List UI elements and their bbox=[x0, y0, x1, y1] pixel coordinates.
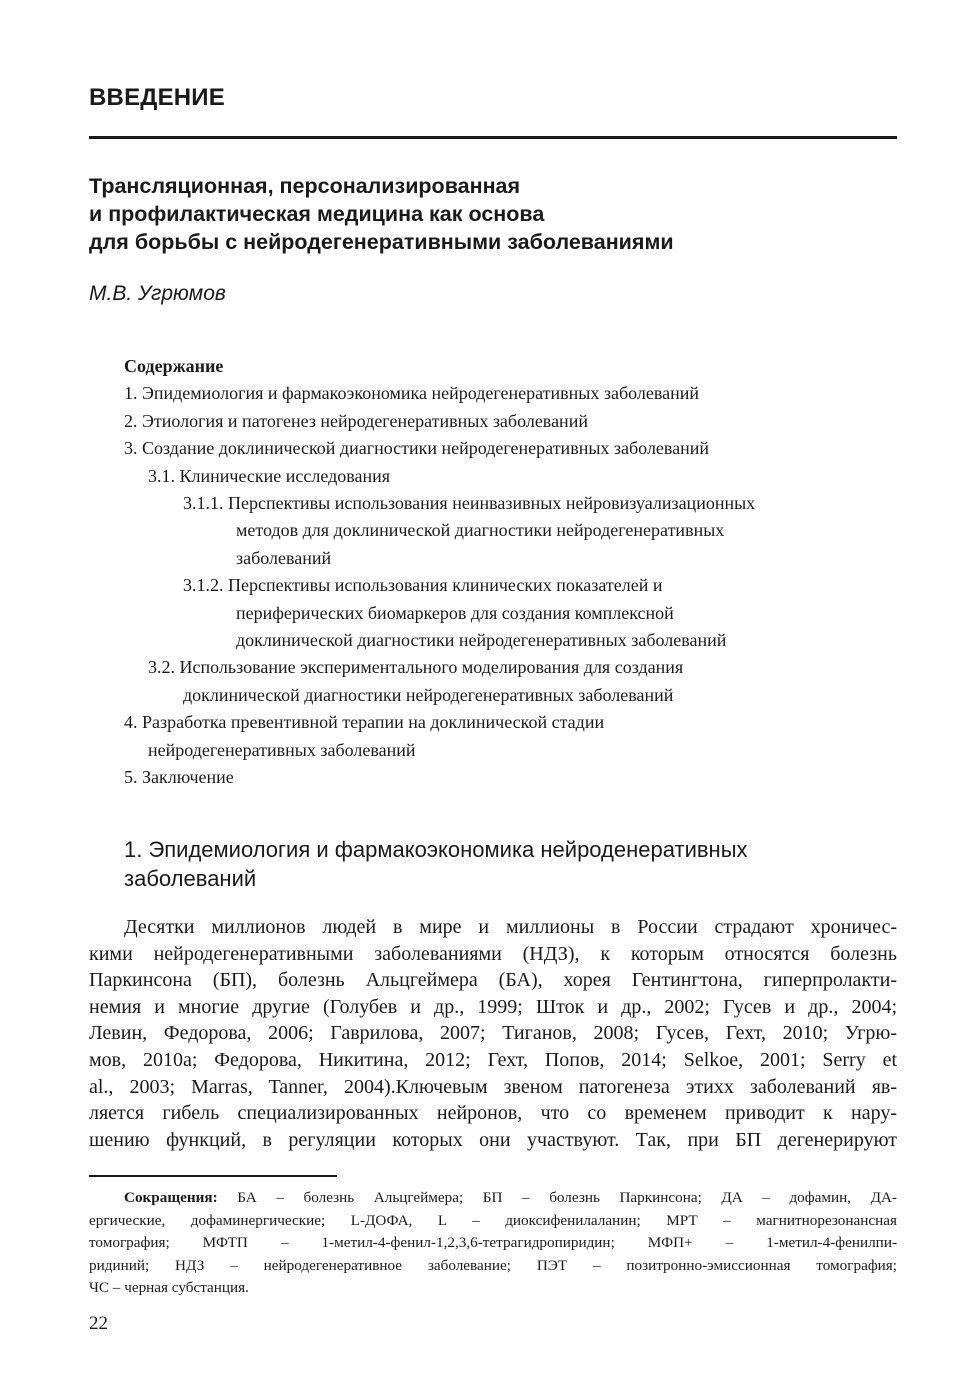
footnote-label: Сокращения: bbox=[124, 1189, 218, 1206]
paragraph-line: ляется гибель специализированных нейронов, что со временем приводит к нару- bbox=[89, 1102, 897, 1125]
toc-item: 3. Создание доклинической диагностики нейродегенеративных заболеваний bbox=[124, 438, 710, 459]
page-number: 22 bbox=[89, 1313, 108, 1334]
paragraph-line: немия и многие другие (Голубев и др., 1999; Шток и др., 2002; Гусев и др., 2004; bbox=[89, 995, 897, 1018]
footnote-separator bbox=[89, 1175, 337, 1177]
footnote-line: ридиний; НДЗ – нейродегенеративное заболевание; ПЭТ – позитронно-эмиссионная томография; bbox=[89, 1256, 897, 1274]
article-title-line: для борьбы с нейродегенеративными заболеваниями bbox=[89, 230, 674, 254]
toc-item-continuation: методов для доклинической диагностики нейродегенеративных bbox=[236, 520, 725, 541]
toc-item: 3.1.2. Перспективы использования клинических показателей и bbox=[183, 575, 663, 596]
section-title bbox=[124, 835, 884, 893]
toc-item-continuation: периферических биомаркеров для создания комплексной bbox=[236, 602, 674, 623]
article-title-line: и профилактическая медицина как основа bbox=[89, 202, 545, 226]
paragraph-line: шению функций, в регуляции которых они участвуют. Так, при БП дегенерируют bbox=[89, 1128, 897, 1151]
article-title bbox=[89, 172, 674, 256]
contents-heading: Содержание bbox=[124, 356, 224, 376]
toc-item-continuation: заболеваний bbox=[236, 547, 332, 568]
paragraph-line: al., 2003; Marras, Tanner, 2004).Ключевым звеном патогенеза этихх заболеваний яв- bbox=[89, 1075, 897, 1098]
toc-item: 3.1. Клинические исследования bbox=[148, 465, 391, 486]
toc-item-continuation: нейродегенеративных заболеваний bbox=[148, 739, 416, 760]
footnote-line: ергические, дофаминергические; L-ДОФА, L – диоксифенилаланин; МРТ – магнитнорезонансная bbox=[89, 1211, 897, 1229]
section-title-line: 1. Эпидемиология и фармакоэкономика нейроденеративных bbox=[124, 837, 748, 862]
body-paragraph bbox=[89, 914, 897, 1153]
paragraph-line: кими нейродегенеративными заболеваниями (НДЗ), к которым относятся болезнь bbox=[89, 942, 897, 965]
paragraph-line: Десятки миллионов людей в мире и миллионы в России страдают хроничес- bbox=[124, 916, 897, 938]
toc-item: 3.2. Использование экспериментального моделирования для создания bbox=[148, 657, 684, 678]
toc-item-continuation: доклинической диагностики нейродегенеративных заболеваний bbox=[236, 630, 727, 651]
section-title-line: заболеваний bbox=[124, 866, 257, 891]
paragraph-line: мов, 2010а; Федорова, Никитина, 2012; Гехт, Попов, 2014; Selkoe, 2001; Serry et bbox=[89, 1048, 897, 1071]
table-of-contents bbox=[124, 353, 884, 792]
footnote-line bbox=[89, 1187, 897, 1210]
toc-item: 4. Разработка превентивной терапии на доклинической стадии bbox=[124, 712, 605, 733]
footnote-line: ЧС – черная субстанция. bbox=[89, 1279, 249, 1297]
paragraph-line: Левин, Федорова, 2006; Гаврилова, 2007; Тиганов, 2008; Гусев, Гехт, 2010; Угрю- bbox=[89, 1022, 897, 1045]
toc-item: 3.1.1. Перспективы использования неинвазивных нейровизуализационных bbox=[183, 493, 756, 514]
toc-item: 1. Эпидемиология и фармакоэкономика нейродегенеративных заболеваний bbox=[124, 383, 700, 404]
article-title-line: Трансляционная, персонализированная bbox=[89, 174, 521, 198]
footnote-line: томография; МФТП – 1-метил-4-фенил-1,2,3,6-тетрагидропиридин; МФП+ – 1-метил-4-фенилпи- bbox=[89, 1234, 897, 1252]
toc-item: 5. Заключение bbox=[124, 767, 234, 788]
toc-item-continuation: доклинической диагностики нейродегенеративных заболеваний bbox=[183, 684, 674, 705]
toc-item: 2. Этиология и патогенез нейродегенеративных заболеваний bbox=[124, 410, 588, 431]
chapter-heading: ВВЕДЕНИЕ bbox=[89, 84, 225, 111]
footnote-text: БА – болезнь Альцгеймера; БП – болезнь Паркинсона; ДА – дофамин, ДА- bbox=[217, 1189, 897, 1206]
footnote bbox=[89, 1187, 897, 1300]
paragraph-line: Паркинсона (БП), болезнь Альцгеймера (БА), хорея Гентингтона, гиперпролакти- bbox=[89, 969, 897, 992]
article-author: М.В. Угрюмов bbox=[89, 282, 226, 305]
heading-rule bbox=[89, 136, 897, 139]
